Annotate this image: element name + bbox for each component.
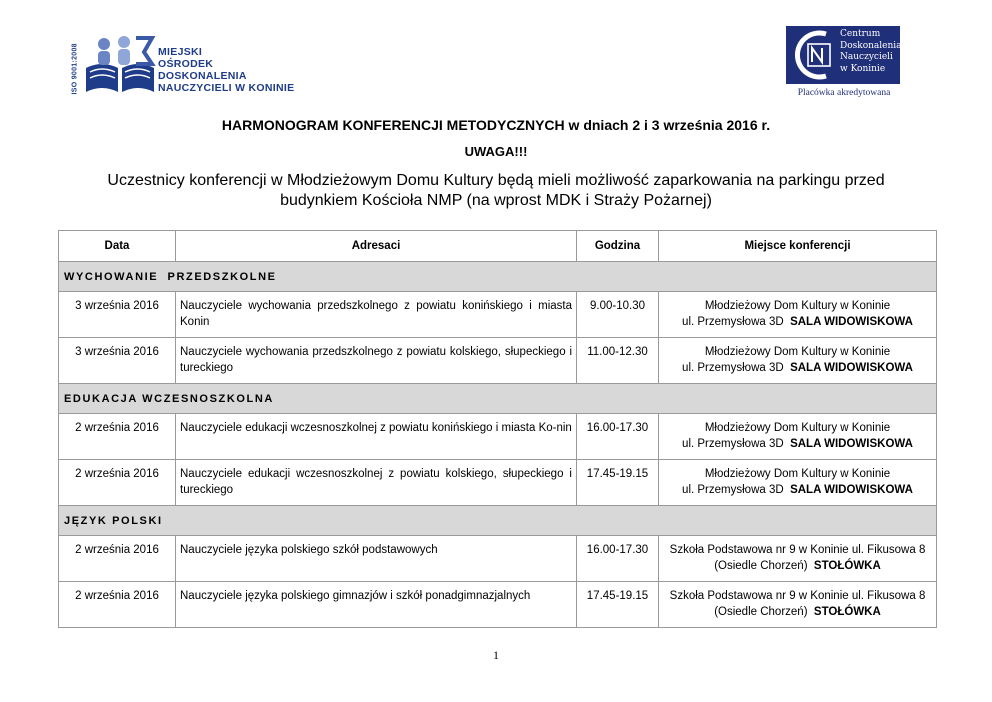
cell-time: 9.00-10.30 bbox=[577, 292, 659, 338]
section-title: EDUKACJA WCZESNOSZKOLNA bbox=[59, 384, 937, 414]
section-row bbox=[59, 262, 937, 292]
cell-addressees: Nauczyciele języka polskiego szkół podstawowych bbox=[176, 536, 577, 582]
table-row bbox=[59, 338, 937, 384]
cell-time: 17.45-19.15 bbox=[577, 460, 659, 506]
accreditation-label: Placówka akredytowana bbox=[797, 88, 891, 98]
cell-date: 2 września 2016 bbox=[59, 460, 176, 506]
header-date: Data bbox=[59, 231, 176, 262]
cell-time: 11.00-12.30 bbox=[577, 338, 659, 384]
section-row bbox=[59, 506, 937, 536]
cell-time: 16.00-17.30 bbox=[577, 414, 659, 460]
warning-heading: UWAGA!!! bbox=[464, 144, 528, 159]
table-row bbox=[59, 536, 937, 582]
cell-addressees: Nauczyciele języka polskiego gimnazjów i szkół ponadgimnazjalnych bbox=[176, 582, 577, 628]
table-row bbox=[59, 414, 937, 460]
header-place: Miejsce konferencji bbox=[659, 231, 937, 262]
table-header-row bbox=[59, 231, 937, 262]
mod-konin-logo: ISO 9001:2008 MIEJSKI OŚRODEK DOSKONALENIA NAUCZYCIELI W KONINIE bbox=[68, 30, 308, 100]
cell-addressees: Nauczyciele edukacji wczesnoszkolnej z powiatu kolskiego, słupeckiego i tureckiego bbox=[176, 460, 577, 506]
cell-time: 17.45-19.15 bbox=[577, 582, 659, 628]
document-title: HARMONOGRAM KONFERENCJI METODYCZNYCH w dniach 2 i 3 września 2016 r. bbox=[221, 117, 771, 133]
cdn-monogram-icon bbox=[788, 26, 840, 84]
page-number: 1 bbox=[493, 648, 499, 662]
header-addressees: Adresaci bbox=[176, 231, 577, 262]
cell-addressees: Nauczyciele edukacji wczesnoszkolnej z powiatu konińskiego i miasta Ko-nin bbox=[176, 414, 577, 460]
cell-place: Młodzieżowy Dom Kultury w Koninie ul. Przemysłowa 3D SALA WIDOWISKOWA bbox=[659, 460, 937, 506]
section-title: WYCHOWANIE PRZEDSZKOLNE bbox=[59, 262, 937, 292]
iso-certificate-label: ISO 9001:2008 bbox=[71, 43, 79, 95]
cell-addressees: Nauczyciele wychowania przedszkolnego z powiatu kolskiego, słupeckiego i tureckiego bbox=[176, 338, 577, 384]
section-title: JĘZYK POLSKI bbox=[59, 506, 937, 536]
cdn-konin-logo bbox=[786, 26, 902, 104]
cell-place: Młodzieżowy Dom Kultury w Koninie ul. Przemysłowa 3D SALA WIDOWISKOWA bbox=[659, 414, 937, 460]
cell-date: 2 września 2016 bbox=[59, 414, 176, 460]
cell-date: 2 września 2016 bbox=[59, 536, 176, 582]
table-row bbox=[59, 460, 937, 506]
cell-addressees: Nauczyciele wychowania przedszkolnego z powiatu konińskiego i miasta Konin bbox=[176, 292, 577, 338]
cell-date: 3 września 2016 bbox=[59, 338, 176, 384]
cell-place: Szkoła Podstawowa nr 9 w Koninie ul. Fikusowa 8 (Osiedle Chorzeń) STOŁÓWKA bbox=[659, 536, 937, 582]
schedule-table bbox=[58, 230, 937, 628]
header-time: Godzina bbox=[577, 231, 659, 262]
cell-date: 3 września 2016 bbox=[59, 292, 176, 338]
cell-place: Młodzieżowy Dom Kultury w Koninie ul. Przemysłowa 3D SALA WIDOWISKOWA bbox=[659, 338, 937, 384]
open-book-figures-icon bbox=[82, 34, 158, 96]
cell-place: Szkoła Podstawowa nr 9 w Koninie ul. Fikusowa 8 (Osiedle Chorzeń) STOŁÓWKA bbox=[659, 582, 937, 628]
cell-date: 2 września 2016 bbox=[59, 582, 176, 628]
parking-notice: Uczestnicy konferencji w Młodzieżowym Domu Kultury będą mieli możliwość zaparkowania na parkingu przed budynkiem Kościoła NMP (na wprost MDK i Straży Pożarnej) bbox=[107, 172, 885, 209]
cdn-logo-box: Centrum Doskonalenia Nauczycieli w Koninie bbox=[786, 26, 900, 84]
table-row bbox=[59, 582, 937, 628]
table-row bbox=[59, 292, 937, 338]
cell-time: 16.00-17.30 bbox=[577, 536, 659, 582]
cell-place: Młodzieżowy Dom Kultury w Koninie ul. Przemysłowa 3D SALA WIDOWISKOWA bbox=[659, 292, 937, 338]
section-row bbox=[59, 384, 937, 414]
